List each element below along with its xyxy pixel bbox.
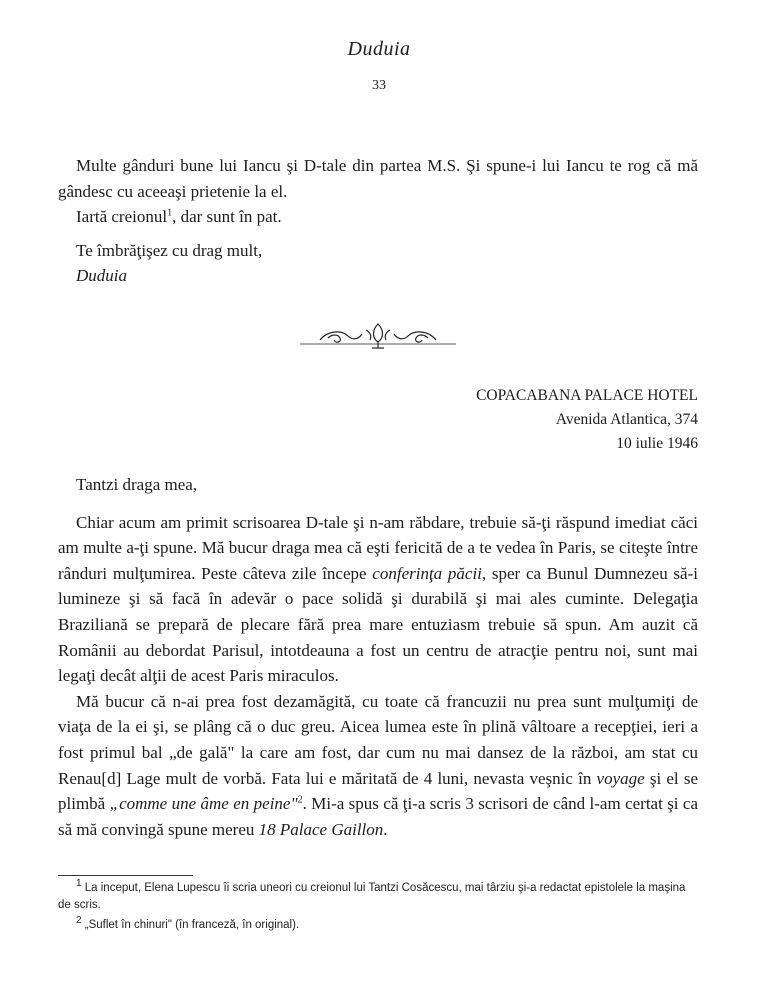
footnote-rule [58,875,193,876]
footnote-ref-1: 1 [167,207,173,219]
address-block [476,384,698,456]
footnote-ref-2: 2 [297,794,303,806]
signature: Duduia [76,266,127,286]
closing-paragraph-1: Multe gânduri bune lui Iancu şi D-tale din partea M.S. Şi spune-i lui Iancu te rog că mă gândesc cu aceeaşi prietenie la el. [58,156,698,201]
letter-date: 10 iulie 1946 [616,435,698,452]
running-header-title: Duduia [347,38,411,60]
salutation: Tantzi draga mea, [76,475,198,494]
closing-paragraph-2: Iartă creionul$^1$, dar sunt în pat. [76,207,282,227]
page-number: 33 [372,78,386,93]
letter-paragraph-2: Mă bucur că n-ai prea fost dezamăgită, cu toate că francuzii nu prea sunt mulţumiţi de viaţa de la ei şi, se plâng că o duc greu. Aicea lumea este în plină vâltoare a recepţiei, ieri a fost primul bal „de gală" la care am fost, dar cum nu mai dansez de la război, am stat cu Renau[d] Lage mult de vorbă. Fata lui e măritată de 4 luni, nevasta veşnic în voyage şi el se plimbă „comme une âme en peine"$^2$. Mi-a spus că ţi-a scris 3 scrisori de când l-am certat şi ca să mă convingă spune mereu 18 Palace Gaillon. [58,691,699,839]
letter-paragraph-1: Chiar acum am primit scrisoarea D-tale şi n-am răbdare, trebuie să-ţi răspund imediat căci am multe a-ţi spune. Mă bucur draga mea că eşti fericită de a te vedea în Paris, se citeşte între rânduri mulţumirea. Peste câteva zile începe conferinţa păcii, sper ca Bunul Dumnezeu să-i lumineze şi să facă în adevăr o pace solidă şi durabilă şi mai ales cuminte. Delegaţia Braziliană se prepară de plecare fără prea mare entuziasm trebuie să spun. Am auzit că Românii au debordat Parisul, intotdeauna a fost un centru de atracţie pentru noi, sunt mai legaţi decât alţii de acest Paris miraculos. [58,512,698,686]
footnote-2: $^2$ „Suflet în chinuri" (în franceză, în original). [76,915,300,931]
closing-paragraph-3: Te îmbrăţişez cu drag mult, [76,240,263,260]
hotel-name: COPACABANA PALACE HOTEL [476,387,698,404]
closing-block [58,153,698,289]
letter-body [58,472,698,842]
footnote-1: $^1$ La inceput, Elena Lupescu îi scria uneori cu creionul lui Tantzi Cosăcescu, mai târziu şi-a redactat epistolele la maşina de scris. [58,878,686,911]
ornament-divider-icon [298,318,458,352]
street-address: Avenida Atlantica, 374 [555,411,698,428]
footnotes [58,880,700,934]
